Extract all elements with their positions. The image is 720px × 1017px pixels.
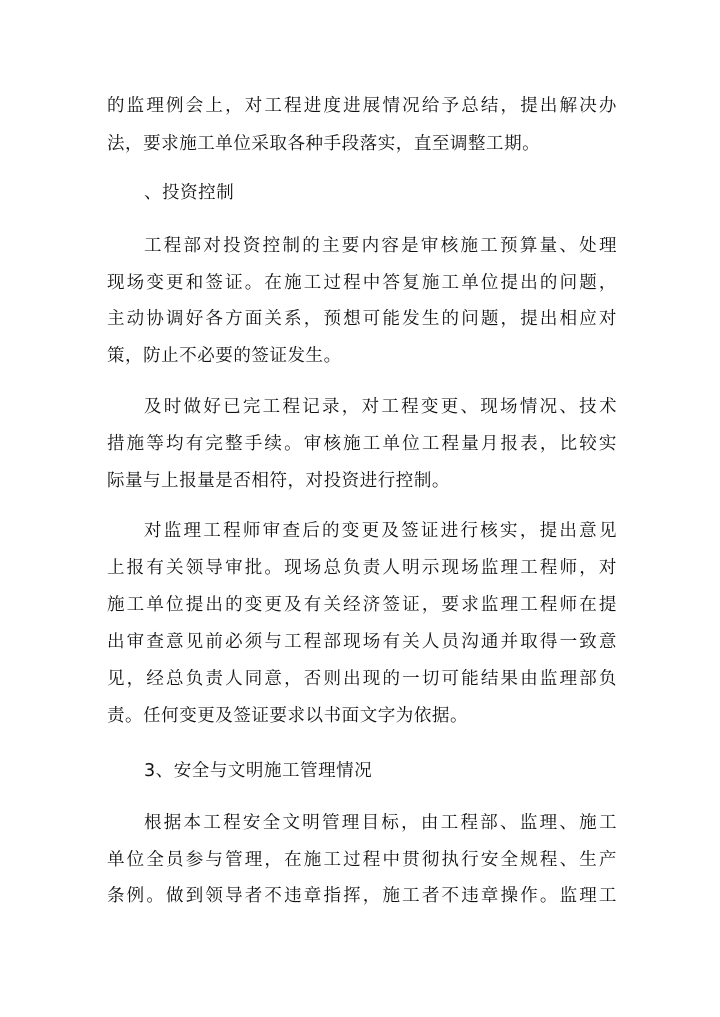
paragraph-first-line: 根据本工程安全文明管理目标，由工程部、监理、施工 [144, 813, 617, 833]
section-heading: 3、安全与文明施工管理情况 [144, 761, 373, 781]
text-line: 上报有关领导审批。现场总负责人明示现场监理工程师，对 [107, 558, 617, 578]
text-line: 见，经总负责人同意，否则出现的一切可能结果由监理部负 [107, 669, 617, 689]
text-line: 单位全员参与管理，在施工过程中贯彻执行安全规程、生产 [107, 850, 617, 870]
text-line: 出审查意见前必须与工程部现场有关人员沟通并取得一致意 [107, 632, 617, 652]
paragraph-first-line: 及时做好已完工程记录，对工程变更、现场情况、技术 [144, 397, 617, 417]
text-line: 策，防止不必要的签证发生。 [107, 346, 342, 366]
section-heading: 、投资控制 [144, 183, 235, 203]
paragraph-first-line: 对监理工程师审查后的变更及签证进行核实，提出意见 [144, 521, 617, 541]
text-line: 际量与上报量是否相符，对投资进行控制。 [107, 471, 450, 491]
paragraph-first-line: 工程部对投资控制的主要内容是审核施工预算量、处理 [144, 236, 617, 256]
text-line: 现场变更和签证。在施工过程中答复施工单位提出的问题， [107, 273, 617, 293]
text-line: 主动协调好各方面关系，预想可能发生的问题，提出相应对 [107, 309, 617, 329]
text-line: 条例。做到领导者不违章指挥，施工者不违章操作。监理工 [107, 886, 617, 906]
text-line: 施工单位提出的变更及有关经济签证，要求监理工程师在提 [107, 595, 617, 615]
text-line: 措施等均有完整手续。审核施工单位工程量月报表，比较实 [107, 434, 617, 454]
text-line: 责。任何变更及签证要求以书面文字为依据。 [107, 706, 468, 726]
text-line: 法，要求施工单位采取各种手段落实，直至调整工期。 [107, 134, 541, 154]
text-line: 的监理例会上，对工程进度进展情况给予总结，提出解决办 [107, 96, 617, 116]
